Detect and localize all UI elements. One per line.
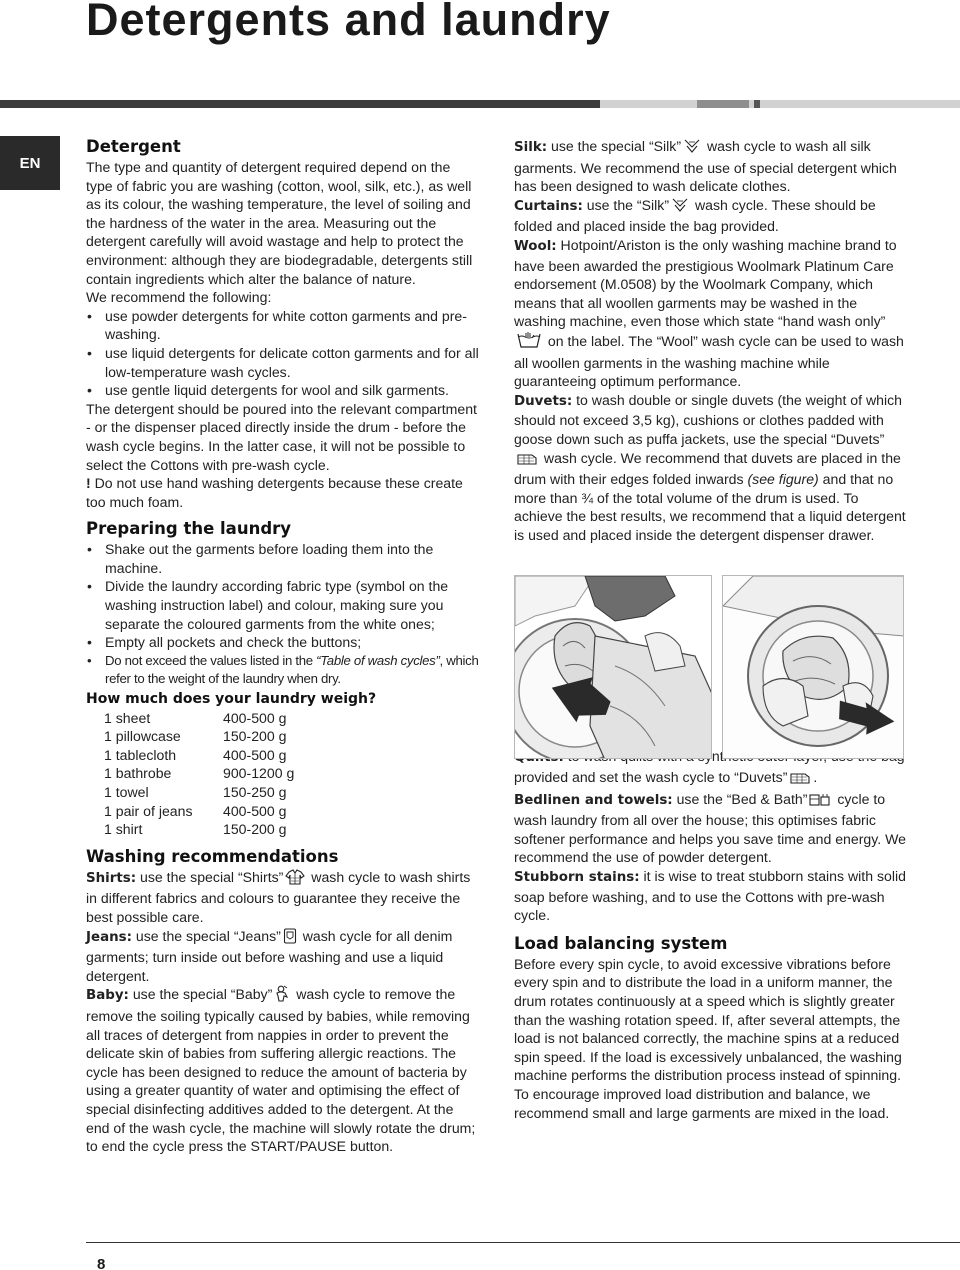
table-row <box>104 746 294 765</box>
baby-icon <box>274 985 290 1007</box>
table-reference: “Table of wash cycles” <box>316 652 440 668</box>
jeans-text: wash cycle for all denim garments; turn inside out before washing and use a liquid detergent. <box>86 927 453 984</box>
duvets-paragraph <box>514 391 908 545</box>
list-item-text: , which refer to the weight of the laundry when dry. <box>105 652 479 687</box>
detergent-heading: Detergent <box>86 137 181 156</box>
list-item: • use powder detergents for white cotton garments and pre-washing. <box>86 307 480 344</box>
wool-text: Hotpoint/Ariston is the only washing machine brand to have been awarded the prestigious Woolmark Platinum Care endorsement (M.0508) by the Woolmark Company, which means that all woollen garments may be washed in the washing machine, even those which state “hand wash only” <box>514 236 897 330</box>
curtains-label: Curtains: <box>514 198 583 214</box>
figure-reference: (see figure) <box>747 471 819 488</box>
silk-paragraph <box>514 137 908 196</box>
jeans-paragraph <box>86 927 480 986</box>
footer-rule <box>86 1242 960 1243</box>
warning-mark: ! <box>86 475 91 492</box>
weigh-heading: How much does your laundry weigh? <box>86 691 377 708</box>
jeans-icon <box>283 928 297 949</box>
curtains-paragraph <box>514 196 908 236</box>
list-item <box>86 652 480 689</box>
figure-panel-left <box>514 575 712 759</box>
stains-label: Stubborn stains: <box>514 870 640 886</box>
bedlinen-paragraph <box>514 790 908 867</box>
silk-text: wash cycle to wash all silk garments. We recommend the use of special detergent which has been designed to wash delicate clothes. <box>514 138 897 195</box>
bed-bath-icon <box>809 792 831 812</box>
duvets-text: to wash double or single duvets (the weight of which should not exceed 3,5 kg), cushions or clothes padded with goose down such as puffa jackets, use the special “Duvets” <box>514 391 903 447</box>
duvets-icon <box>789 770 811 790</box>
baby-text: wash cycle to remove the remove the soiling typically caused by babies, while removing all traces of detergent from nappies in order to prevent the delicate skin of babies from suffering allergic reactions. The cycle has been designed to reduce the amount of bacteria by using a greater quantity of water and optimising the effect of special disinfecting additives added to the detergent. At the end of the wash cycle, the machine will slowly rotate the drum; to end the cycle press the START/PAUSE button. <box>86 986 476 1155</box>
silk-icon <box>683 138 701 159</box>
bedlinen-text: use the “Bed & Bath” <box>672 790 808 807</box>
table-row <box>104 820 294 839</box>
bedlinen-label: Bedlinen and towels: <box>514 792 673 808</box>
weight-item: 1 towel <box>104 784 149 800</box>
shirts-text: use the special “Shirts” <box>136 868 284 885</box>
list-item: • Empty all pockets and check the buttons; <box>86 633 480 652</box>
weight-value: 400-500 g <box>223 746 287 763</box>
detergent-dispenser-note: The detergent should be poured into the relevant compartment - or the dispenser placed directly inside the drum - before the wash cycle begins. In the latter case, it will not be possible to select the Cottons with pre-wash cycle. <box>86 400 477 473</box>
table-row <box>104 802 294 821</box>
hand-wash-icon <box>516 331 542 354</box>
language-tab: EN <box>0 136 60 190</box>
weight-value: 400-500 g <box>223 709 287 726</box>
weight-value: 150-200 g <box>223 728 287 745</box>
preparing-heading: Preparing the laundry <box>86 519 292 539</box>
list-item: • use liquid detergents for delicate cotton garments and for all low-temperature wash cycles. <box>86 344 480 381</box>
jeans-text: use the special “Jeans” <box>131 927 281 944</box>
detergent-intro: The type and quantity of detergent required depend on the type of fabric you are washing (cotton, wool, silk, etc.), as well as its colour, the washing temperature, the level of soiling and the hardness of the water in the area. Measuring out the detergent carefully will avoid wastage and help to protect the environment: although they are biodegradable, detergents still contain ingredients which alter the balance of nature. <box>86 159 473 287</box>
page-number: 8 <box>97 1256 106 1270</box>
jeans-label: Jeans: <box>86 929 132 945</box>
shirts-paragraph <box>86 868 480 927</box>
list-item: • Shake out the garments before loading them into the machine. <box>86 540 480 577</box>
silk-icon <box>671 197 689 218</box>
weight-item: 1 pillowcase <box>104 728 181 745</box>
weight-item: 1 tablecloth <box>104 746 177 763</box>
shirts-text: wash cycle to wash shirts in different fabrics and colours to guarantee they receive the best possible care. <box>86 868 471 925</box>
weight-value: 900-1200 g <box>223 765 295 782</box>
preparing-list <box>86 540 480 689</box>
list-item: • Divide the laundry according fabric type (symbol on the washing instruction label) and colour, making sure you separate the coloured garments from the white ones; <box>86 577 480 633</box>
duvet-loading-figure <box>514 575 904 759</box>
detergent-recommend: We recommend the following: <box>86 289 272 306</box>
stains-text: it is wise to treat stubborn stains with solid soap before washing, and to use the Cottons with pre-wash cycle. <box>514 868 906 924</box>
page-title: Detergents and laundry <box>86 0 611 45</box>
weight-value: 150-250 g <box>223 784 287 800</box>
list-item: • use gentle liquid detergents for wool and silk garments. <box>86 381 480 400</box>
table-row <box>104 727 294 746</box>
duvets-label: Duvets: <box>514 393 573 409</box>
detergent-list <box>86 307 480 400</box>
washing-heading: Washing recommendations <box>86 846 339 866</box>
curtains-text: use the “Silk” <box>582 196 670 213</box>
curtains-text: wash cycle. These should be folded and placed inside the bag provided. <box>514 196 876 235</box>
weight-item: 1 pair of jeans <box>104 802 193 819</box>
wool-label: Wool: <box>514 238 557 254</box>
weight-value: 400-500 g <box>223 802 287 819</box>
bedlinen-text: cycle to wash laundry from all over the house; this optimises fabric softener performance and helps you save time and energy. We recommend the use of powder detergent. <box>514 790 906 866</box>
shirts-label: Shirts: <box>86 870 137 886</box>
baby-label: Baby: <box>86 988 129 1004</box>
weights-table <box>104 709 294 839</box>
silk-text: use the special “Silk” <box>547 138 682 154</box>
load-heading: Load balancing system <box>514 933 728 953</box>
weight-item: 1 sheet <box>104 709 151 726</box>
warning-text: Do not use hand washing detergents because these create too much foam. <box>86 475 463 510</box>
baby-text: use the special “Baby” <box>128 986 273 1003</box>
quilts-text: . <box>813 769 818 786</box>
duvets-text: and that no more than ¾ of the total volume of the drum is used. To achieve the best results, we recommend that a liquid detergent is used and placed inside the detergent dispenser drawer. <box>514 471 906 543</box>
stains-paragraph <box>514 867 908 925</box>
table-row <box>104 764 294 783</box>
header-bar <box>0 100 960 108</box>
detergent-warning <box>86 474 480 511</box>
weight-item: 1 bathrobe <box>104 765 172 782</box>
duvets-text: wash cycle. We recommend that duvets are placed in the drum with their edges folded inwards <box>514 449 901 488</box>
table-row <box>104 783 294 802</box>
baby-paragraph <box>86 985 480 1155</box>
wool-text: on the label. The “Wool” wash cycle can be used to wash all woollen garments in the washing machine while guaranteeing optimum performance. <box>514 332 904 390</box>
duvets-icon <box>516 451 538 471</box>
weight-item: 1 shirt <box>104 821 143 838</box>
list-item-text: Do not exceed the values listed in the <box>105 652 317 668</box>
shirts-icon <box>285 869 305 890</box>
figure-panel-right <box>722 575 904 759</box>
load-paragraph: Before every spin cycle, to avoid excessive vibrations before every spin and to distribute the load in a uniform manner, the drum rotates continuously at a speed which is slightly greater than the washing rotation speed. If, after several attempts, the load is not balanced correctly, the machine spins at a reduced spin speed. If the load is excessively unbalanced, the washing machine performs the distribution process instead of spinning. To encourage improved load distribution and balance, we recommend small and large garments are mixed in the load. <box>514 955 902 1121</box>
quilts-text: provided and set the wash cycle to “Duvets” <box>514 769 788 786</box>
weight-value: 150-200 g <box>223 821 287 838</box>
table-row <box>104 709 294 728</box>
wool-paragraph <box>514 236 908 391</box>
left-column <box>86 137 480 1156</box>
silk-label: Silk: <box>514 140 548 155</box>
